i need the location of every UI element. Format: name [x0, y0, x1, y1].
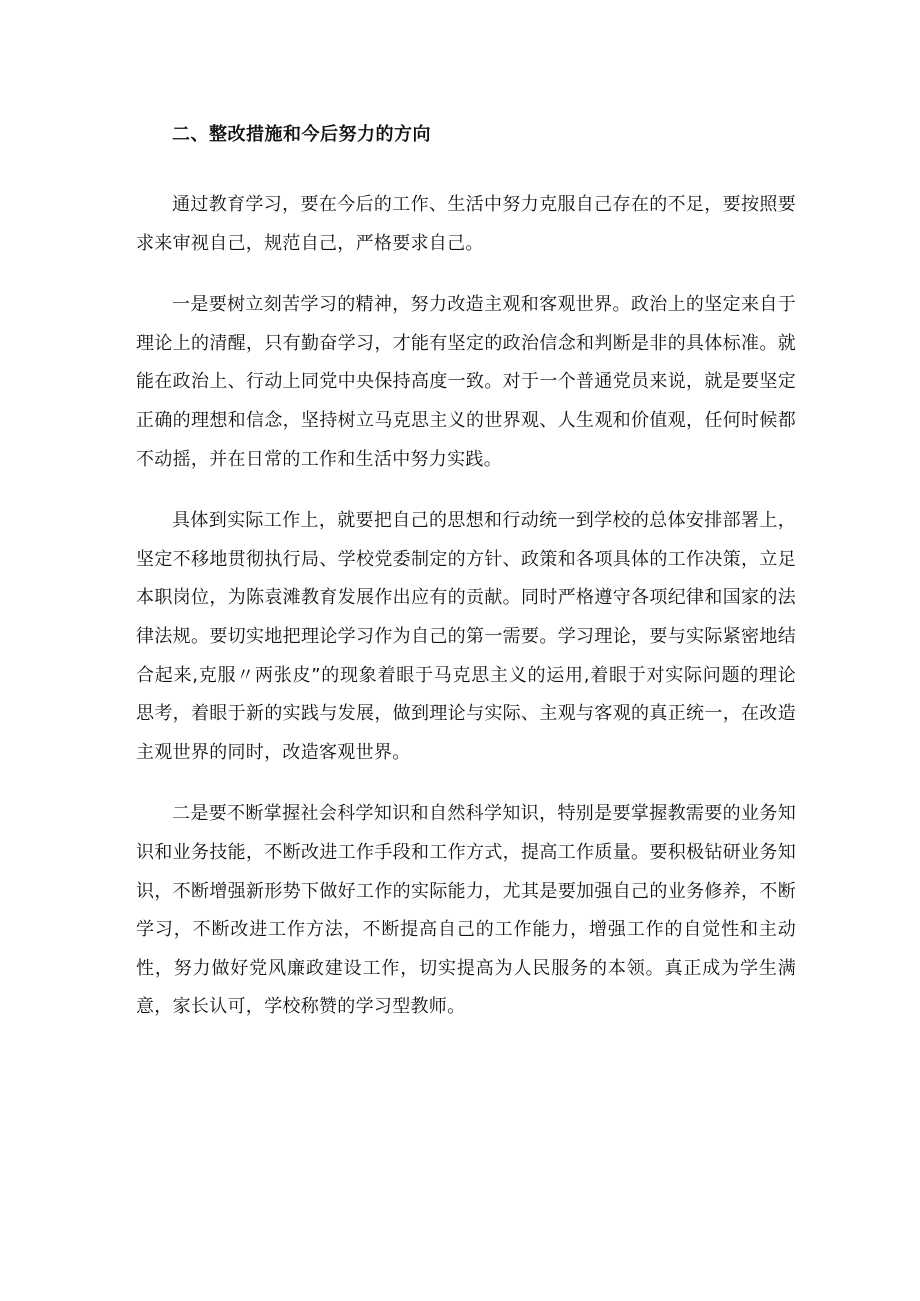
paragraph-practical-work: 具体到实际工作上，就要把自己的思想和行动统一到学校的总体安排部署上，坚定不移地贯彻执行局、学校党委制定的方针、政策和各项具体的工作决策，立足本职岗位，为陈袁滩教育发展作出应有的贡献。同时严格遵守各项纪律和国家的法律法规。要切实地把理论学习作为自己的第一需要。学习理论，要与实际紧密地结合起来,克服〃两张皮”的现象着眼于马克思主义的运用,着眼于对实际问题的理论思考，着眼于新的实践与发展，做到理论与实际、主观与客观的真正统一，在改造主观世界的同时，改造客观世界。 [136, 510, 796, 763]
document-body [136, 118, 796, 1050]
paragraph-study-spirit: 一是要树立刻苦学习的精神，努力改造主观和客观世界。政治上的坚定来自于理论上的清醒，只有勤奋学习，才能有坚定的政治信念和判断是非的具体标准。就能在政治上、行动上同党中央保持高度一致。对于一个普通党员来说，就是要坚定正确的理想和信念，坚持树立马克思主义的世界观、人生观和价值观，任何时候都不动摇，并在日常的工作和生活中努力实践。 [136, 294, 796, 470]
paragraph-intro: 通过教育学习，要在今后的工作、生活中努力克服自己存在的不足，要按照要求来审视自己，规范自己，严格要求自己。 [136, 194, 796, 254]
section-heading: 二、整改措施和今后努力的方向 [172, 124, 431, 145]
paragraph-knowledge-skills: 二是要不断掌握社会科学知识和自然科学知识，特别是要掌握教需要的业务知识和业务技能，不断改进工作手段和工作方式，提高工作质量。要积极钻研业务知识，不断增强新形势下做好工作的实际能力，尤其是要加强自己的业务修养，不断学习，不断改进工作方法，不断提高自己的工作能力，增强工作的自觉性和主动性，努力做好党风廉政建设工作，切实提高为人民服务的本领。真正成为学生满意，家长认可，学校称赞的学习型教师。 [136, 803, 796, 1018]
